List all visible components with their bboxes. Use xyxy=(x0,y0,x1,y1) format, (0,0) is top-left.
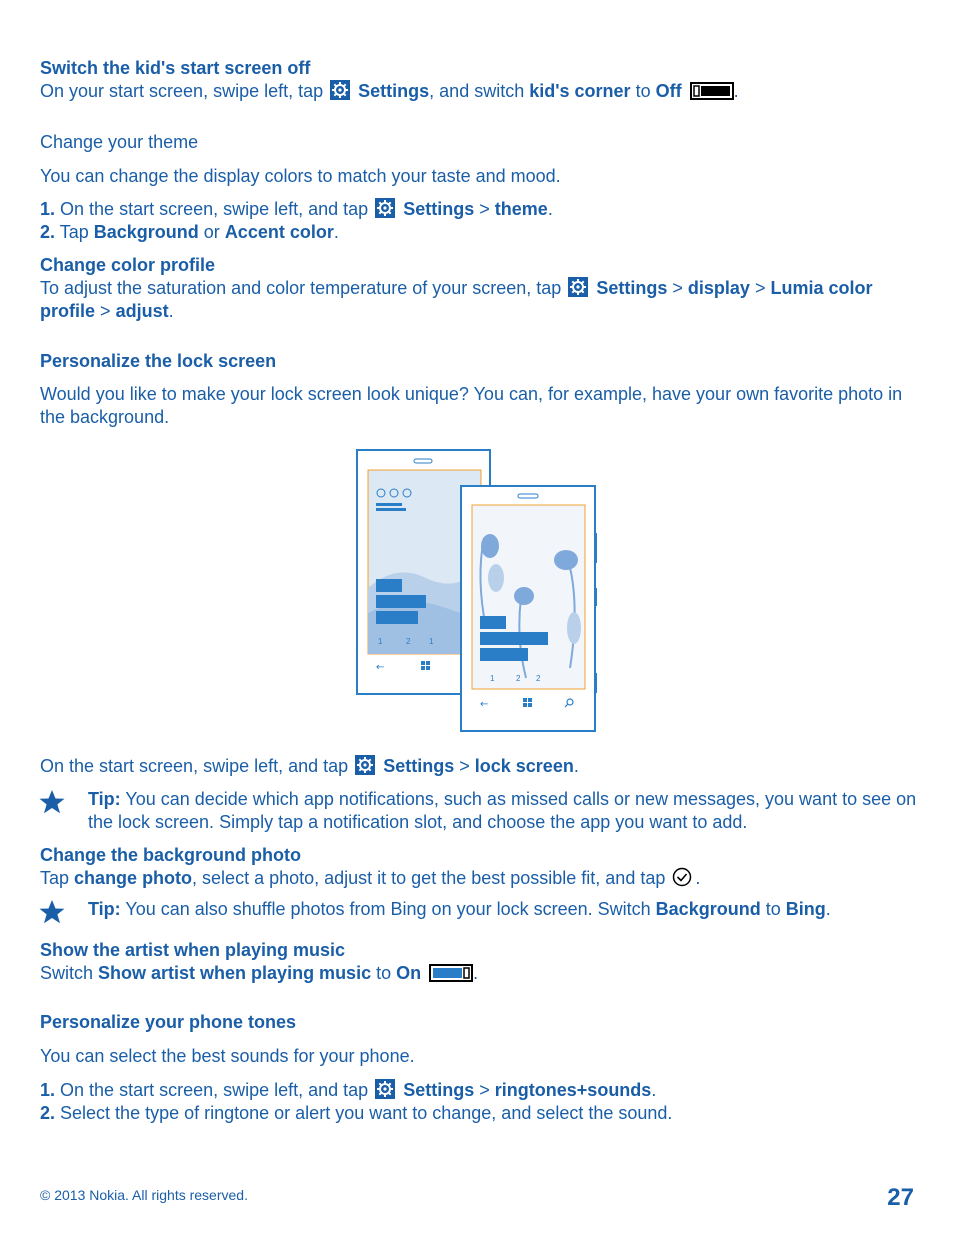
toggle-on-icon xyxy=(429,964,473,982)
svg-text:←: ← xyxy=(480,699,489,710)
section-bg-photo xyxy=(40,844,920,890)
heading-tones: Personalize your phone tones xyxy=(40,1012,297,1032)
lock-intro: Would you like to make your lock screen look unique? You can, for example, have your own favorite photo in the background. xyxy=(40,384,903,427)
theme-step-2: 2. Tap Background or Accent color. xyxy=(40,222,339,242)
theme-steps xyxy=(40,198,920,244)
checkmark-circle-icon xyxy=(672,867,692,887)
front-count-3: 2 xyxy=(536,674,541,683)
tones-step-1: 1. On the start screen, swipe left, and tap Settings > ringtones+sounds. xyxy=(40,1080,657,1100)
front-count-1: 1 xyxy=(490,674,495,683)
tones-intro: You can select the best sounds for your phone. xyxy=(40,1046,415,1066)
bg-photo-text: Tap change photo, select a photo, adjust it to get the best possible fit, and tap . xyxy=(40,868,701,888)
svg-text:←: ← xyxy=(376,662,385,673)
tones-step-2: 2. Select the type of ringtone or alert you want to change, and select the sound. xyxy=(40,1103,673,1123)
settings-gear-icon xyxy=(375,198,395,218)
heading-theme: Change your theme xyxy=(40,132,199,152)
color-profile-text: To adjust the saturation and color temperature of your screen, tap Settings > display > Lumia color profile > adjust. xyxy=(40,278,873,321)
back-count-3: 1 xyxy=(429,637,434,646)
settings-gear-icon xyxy=(355,755,375,775)
heading-bg-photo: Change the background photo xyxy=(40,845,301,865)
heading-kids-off: Switch the kid's start screen off xyxy=(40,58,311,78)
tones-steps xyxy=(40,1079,920,1125)
heading-artist: Show the artist when playing music xyxy=(40,940,346,960)
theme-step-1: 1. On the start screen, swipe left, and tap Settings > theme. xyxy=(40,199,553,219)
tip-star-icon xyxy=(38,788,66,816)
section-kids-off xyxy=(40,57,920,103)
front-count-2: 2 xyxy=(516,674,521,683)
lock-screen-phones-illustration xyxy=(356,448,598,734)
footer-copyright: © 2013 Nokia. All rights reserved. xyxy=(40,1187,248,1203)
settings-gear-icon xyxy=(375,1079,395,1099)
tip-star-icon xyxy=(38,898,66,926)
page-number: 27 xyxy=(887,1184,914,1211)
tip-lock-notifications: Tip: You can decide which app notifications, such as missed calls or new messages, you want to see on the lock screen. Simply tap a notification slot, and choose the app you want to add. xyxy=(88,789,917,832)
heading-color-profile: Change color profile xyxy=(40,255,216,275)
back-count-2: 2 xyxy=(406,637,411,646)
section-artist xyxy=(40,939,920,985)
kids-off-text: On your start screen, swipe left, tap Settings, and switch kid's corner to Off . xyxy=(40,81,739,101)
settings-gear-icon xyxy=(330,80,350,100)
lock-instruction: On the start screen, swipe left, and tap Settings > lock screen. xyxy=(40,756,579,776)
tip-bing-shuffle: Tip: You can also shuffle photos from Bing on your lock screen. Switch Background to Bing. xyxy=(88,899,831,919)
artist-text: Switch Show artist when playing music to On . xyxy=(40,963,479,983)
back-count-1: 1 xyxy=(378,637,383,646)
theme-intro: You can change the display colors to match your taste and mood. xyxy=(40,166,561,186)
heading-lock-screen: Personalize the lock screen xyxy=(40,351,277,371)
section-color-profile xyxy=(40,254,920,323)
settings-gear-icon xyxy=(568,277,588,297)
toggle-off-icon xyxy=(690,82,734,100)
front-phone xyxy=(461,486,597,731)
